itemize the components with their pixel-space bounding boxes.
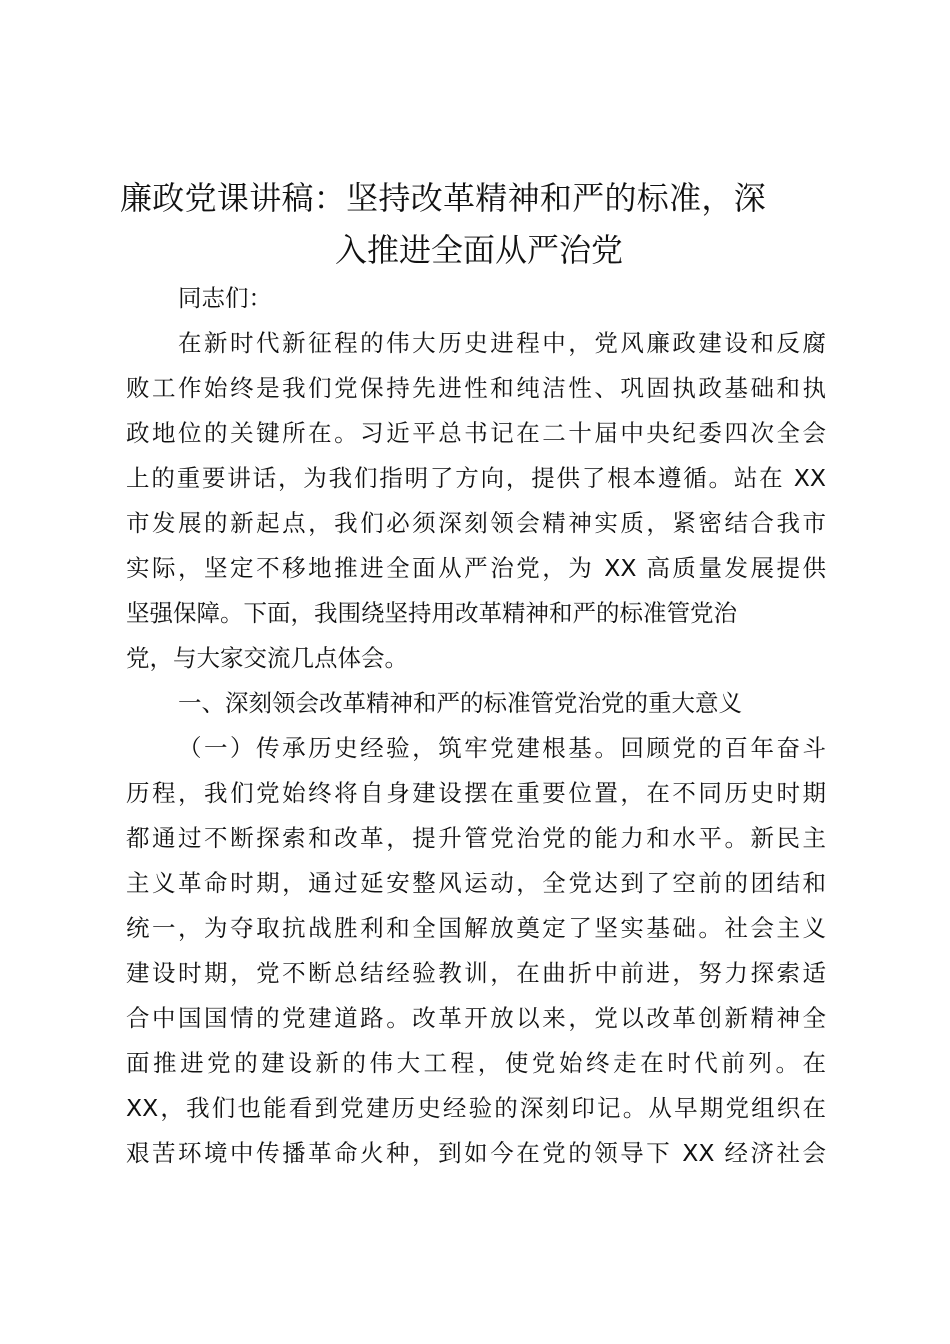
body-line: 实际，坚定不移地推进全面从严治党，为 XX 高质量发展提供: [126, 554, 826, 582]
body-line: 都通过不断探索和改革，提升管党治党的能力和水平。新民主: [126, 824, 826, 852]
body-line: 党，与大家交流几点体会。: [126, 644, 408, 672]
body-line: 统一，为夺取抗战胜利和全国解放奠定了坚实基础。社会主义: [126, 914, 826, 942]
body-line: 坚强保障。下面，我围绕坚持用改革精神和严的标准管党治: [126, 599, 737, 627]
salutation: 同志们：: [178, 284, 272, 312]
body-line: （一）传承历史经验，筑牢党建根基。回顾党的百年奋斗: [178, 734, 826, 762]
body-line: 在新时代新征程的伟大历史进程中，党风廉政建设和反腐: [178, 329, 826, 357]
body-line: XX，我们也能看到党建历史经验的深刻印记。从早期党组织在: [126, 1094, 826, 1122]
body-line: 市发展的新起点，我们必须深刻领会精神实质，紧密结合我市: [126, 509, 826, 537]
body-line: 建设时期，党不断总结经验教训，在曲折中前进，努力探索适: [126, 959, 826, 987]
document-body: [126, 276, 826, 1176]
body-line: 主义革命时期，通过延安整风运动，全党达到了空前的团结和: [126, 869, 826, 897]
section-heading: 一、深刻领会改革精神和严的标准管党治党的重大意义: [178, 689, 742, 717]
body-line: 艰苦环境中传播革命火种，到如今在党的领导下 XX 经济社会: [126, 1139, 826, 1167]
title-line: 廉政党课讲稿：坚持改革精神和严的标准，深: [120, 179, 767, 217]
body-line: 败工作始终是我们党保持先进性和纯洁性、巩固执政基础和执: [126, 374, 826, 402]
body-line: 政地位的关键所在。习近平总书记在二十届中央纪委四次全会: [126, 419, 826, 447]
body-line: 上的重要讲话，为我们指明了方向，提供了根本遵循。站在 XX: [126, 464, 826, 492]
title-line: 入推进全面从严治党: [334, 231, 623, 269]
document-title: [120, 172, 838, 276]
body-line: 历程，我们党始终将自身建设摆在重要位置，在不同历史时期: [126, 779, 826, 807]
body-line: 合中国国情的党建道路。改革开放以来，党以改革创新精神全: [126, 1004, 826, 1032]
body-line: 面推进党的建设新的伟大工程，使党始终走在时代前列。在: [126, 1049, 826, 1077]
